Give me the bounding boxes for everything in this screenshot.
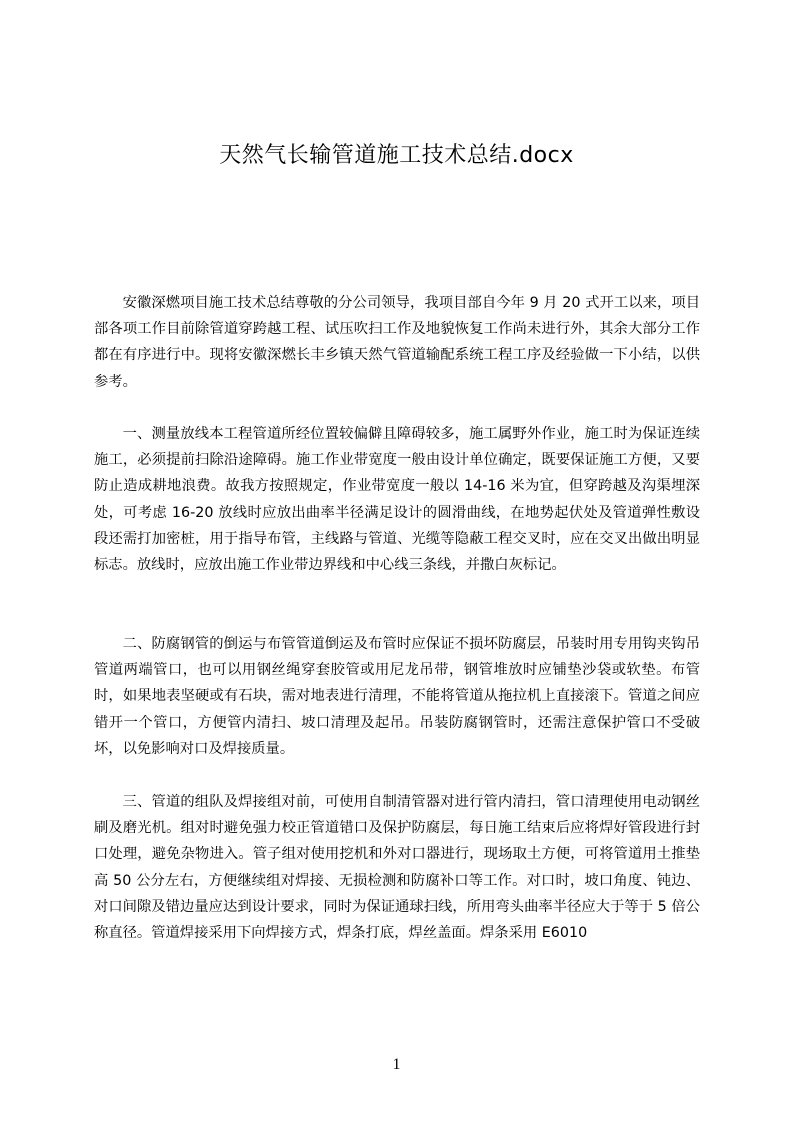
page-number: 1 (392, 1056, 401, 1073)
paragraph-section-2: 二、防腐钢管的倒运与布管管道倒运及布管时应保证不损坏防腐层，吊装时用专用钩夹钩吊管道两端管口，也可以用钢丝绳穿套胶管或用尼龙吊带，钢管堆放时应铺垫沙袋或软垫。布管时，如果地表坚硬或有石块，需对地表进行清理，不能将管道从拖拉机上直接滚下。管道之间应错开一个管口，方便管内清扫、坡口清理及起吊。吊装防腐钢管时，还需注意保护管口不受破坏，以免影响对口及焊接质量。 (94, 636, 700, 757)
paragraph-section-3: 三、管道的组队及焊接组对前，可使用自制清管器对进行管内清扫，管口清理使用电动钢丝刷及磨光机。组对时避免强力校正管道错口及保护防腐层，每日施工结束后应将焊好管段进行封口处理，避免杂物进入。管子组对使用挖机和外对口器进行，现场取土方便，可将管道用土推垫高 50 公分左右，方便继续组对焊接、无损检测和防腐补口等工作。对口时，坡口角度、钝边、对口间隙及错边量应达到设计要求，同时为保证通球扫线，所用弯头曲率半径应大于等于 5 倍公称直径。管道焊接采用下向焊接方式，焊条打底，焊丝盖面。焊条采用 E6010 (94, 794, 700, 942)
paragraph-intro: 安徽深燃项目施工技术总结尊敬的分公司领导，我项目部自今年 9 月 20 式开工以来，项目部各项工作目前除管道穿跨越工程、试压吹扫工作及地貌恢复工作尚未进行外，其余大部分工作都在有序进行中。现将安徽深燃长丰乡镇天然气管道输配系统工程工序及经验做一下小结，以供参考。 (94, 295, 700, 390)
document-body (94, 290, 700, 1010)
document-title: 天然气长输管道施工技术总结.docx (219, 143, 574, 168)
paragraph-section-1: 一、测量放线本工程管道所经位置较偏僻且障碍较多，施工属野外作业，施工时为保证连续施工，必须提前扫除沿途障碍。施工作业带宽度一般由设计单位确定，既要保证施工方便，又要防止造成耕地浪费。故我方按照规定，作业带宽度一般以 14-16 米为宜，但穿跨越及沟渠埋深处，可考虑 16-20 放线时应放出曲率半径满足设计的圆滑曲线，在地势起伏处及管道弹性敷设段还需打加密桩，用于指导布管，主线路与管道、光缆等隐蔽工程交叉时，应在交叉出做出明显标志。放线时，应放出施工作业带边界线和中心线三条线，并撒白灰标记。 (94, 426, 700, 574)
